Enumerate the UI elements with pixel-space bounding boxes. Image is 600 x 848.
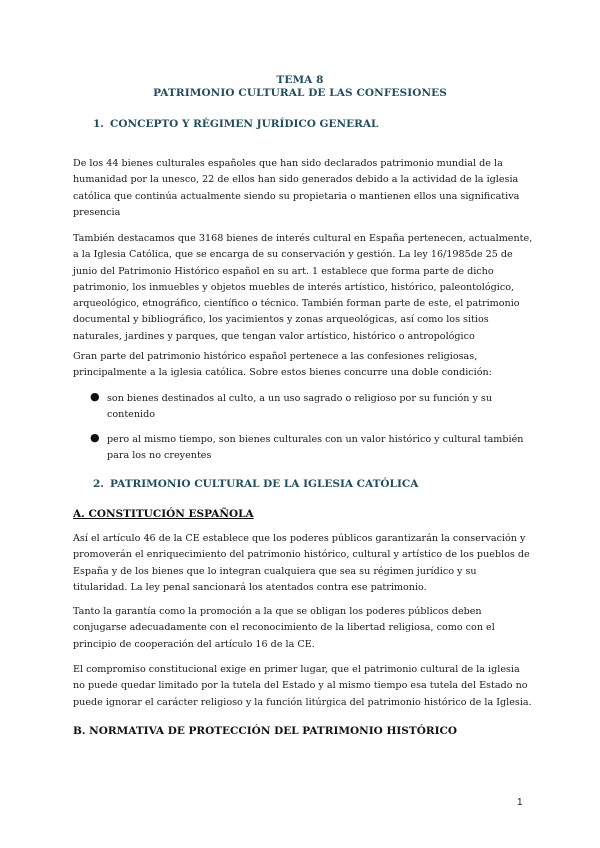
section-1-number: 1. [93,118,104,130]
theme-title: PATRIMONIO CULTURAL DE LAS CONFESIONES [153,87,447,99]
bullet-item-culto: son bienes destinados al culto, a un uso sagrado o religioso por su función y su contenido [107,393,493,421]
subsection-a-heading: A. CONSTITUCIÓN ESPAÑOLA [73,508,254,520]
bullet-item-bienes-culturales: pero al mismo tiempo, son bienes culturales con un valor histórico y cultural también para los no creyentes [107,434,524,462]
section-1-title: CONCEPTO Y RÉGIMEN JURÍDICO GENERAL [110,118,379,130]
paragraph-doble-condicion: Gran parte del patrimonio histórico español pertenece a las confesiones religiosas, principalmente a la iglesia católica. Sobre estos bienes concurre una doble condición: [73,351,492,379]
paragraph-libertad-religiosa: Tanto la garantía como la promoción a la que se obligan los poderes públicos deben conjugarse adecuadamente con el reconocimiento de la libertad religiosa, como con el principio de cooperación del artículo 16 de la CE. [73,606,495,650]
paragraph-articulo-46: Así el artículo 46 de la CE establece que los poderes públicos garantizarán la conservación y promoverán el enriquecimiento del patrimonio histórico, cultural y artístico de los pueblos de España y de los bienes que lo integran cualquiera que sea su régimen jurídico y su titularidad. La ley penal sancionará los atentados contra ese patrimonio. [73,533,530,593]
bullet-dot: ● [90,390,100,403]
section-2-title: PATRIMONIO CULTURAL DE LA IGLESIA CATÓLICA [110,478,419,490]
paragraph-compromiso-constitucional: El compromiso constitucional exige en primer lugar, que el patrimonio cultural de la iglesia no puede quedar limitado por la tutela del Estado y al mismo tiempo esa tutela del Estado no puede ignorar el carácter religioso y la función litúrgica del patrimonio histórico de la Iglesia. [73,664,532,708]
theme-number: TEMA 8 [276,74,324,86]
paragraph-bienes-interes-cultural: También destacamos que 3168 bienes de interés cultural en España pertenecen, actualmente, a la Iglesia Católica, que se encarga de su conservación y gestión. La ley 16/1985de 25 de junio del Patrimonio Histórico español en su art. 1 establece que forma parte de dicho patrimonio, los inmuebles y objetos muebles de interés artístico, histórico, paleontológico, arqueológico, etnográfico, científico o técnico. También forman parte de este, el patrimonio documental y bibliográfico, los yacimientos y zonas arqueológicas, así como los sitios naturales, jardines y parques, que tengan valor artístico, histórico o antropológico [73,233,533,342]
section-2-number: 2. [93,478,104,490]
paragraph-unesco: De los 44 bienes culturales españoles que han sido declarados patrimonio mundial de la humanidad por la unesco, 22 de ellos han sido generados debido a la actividad de la iglesia católica que continúa actualmente siendo su propietaria o mantienen ellos una significativa presencia [73,158,520,218]
subsection-b-heading: B. NORMATIVA DE PROTECCIÓN DEL PATRIMONIO HISTÓRICO [73,725,457,737]
page-number: 1 [517,797,523,808]
bullet-dot: ● [90,431,100,444]
